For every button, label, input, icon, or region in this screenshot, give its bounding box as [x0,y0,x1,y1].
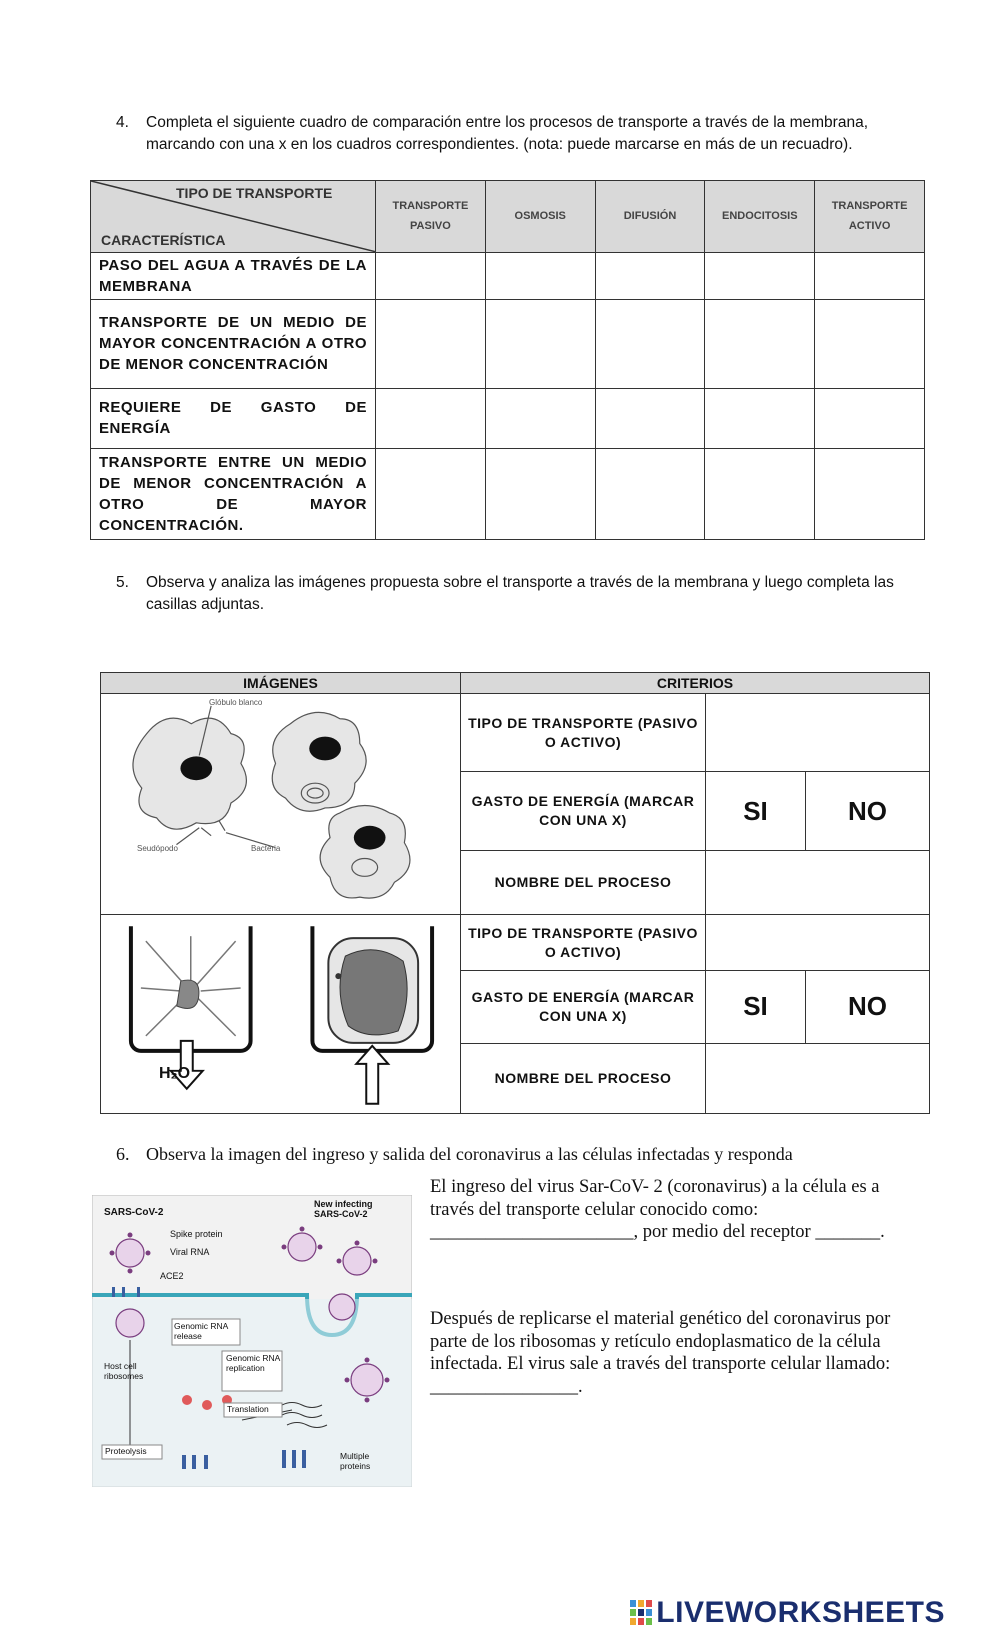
answer-cell[interactable] [705,299,815,388]
fig-proteolysis: Proteolysis [105,1446,147,1456]
fig-genomic-replication: Genomic RNA replication [226,1353,280,1373]
answer-cell[interactable] [815,252,925,299]
criteria-header: CRITERIOS [461,673,930,694]
column-header: OSMOSIS [485,181,595,253]
question-number: 5. [116,574,129,591]
row-label: REQUIERE DE GASTO DE ENERGÍA [91,388,376,449]
coronavirus-figure [92,1195,412,1487]
answer-cell[interactable] [376,299,486,388]
criterion-label: TIPO DE TRANSPORTE (PASIVO O ACTIVO) [461,915,706,971]
coronavirus-exit-question: Después de replicarse el material genético del coronavirus por parte de los ribosomas y retículo endoplasmatico de la célula infectada. El virus sale a través del transporte celular llamado: ________________. [430,1309,891,1397]
criterion-label: GASTO DE ENERGÍA (MARCAR CON UNA X) [461,772,706,850]
logo-icon [630,1600,652,1626]
answer-cell[interactable] [595,449,705,540]
answer-cell[interactable] [706,915,930,971]
row-label: PASO DEL AGUA A TRAVÉS DE LA MEMBRANA [91,252,376,299]
fig-new-infecting: New infecting SARS-CoV-2 [314,1199,373,1219]
answer-cell[interactable] [815,299,925,388]
column-header: TRANSPORTE ACTIVO [815,181,925,253]
images-header: IMÁGENES [101,673,461,694]
no-option[interactable]: NO [806,971,930,1043]
answer-cell[interactable] [706,850,930,914]
question-number: 6. [116,1144,130,1164]
bacteria-label: Bacteria [251,844,281,854]
fig-multiple-proteins: Multiple proteins [340,1451,371,1471]
answer-cell[interactable] [705,252,815,299]
answer-cell[interactable] [705,449,815,540]
fig-genomic-release: Genomic RNA release [174,1321,228,1341]
row-label: TRANSPORTE ENTRE UN MEDIO DE MENOR CONCENTRACIÓN A OTRO DE MAYOR CONCENTRACIÓN. [91,449,376,540]
fig-translation: Translation [227,1404,269,1414]
answer-cell[interactable] [595,299,705,388]
answer-cell[interactable] [815,449,925,540]
question-number: 4. [116,114,129,131]
answer-cell[interactable] [376,388,486,449]
answer-cell[interactable] [376,449,486,540]
answer-cell[interactable] [485,449,595,540]
table-corner-cell [91,181,376,253]
answer-cell[interactable] [705,388,815,449]
column-header: DIFUSIÓN [595,181,705,253]
question-text: Completa el siguiente cuadro de comparación entre los procesos de transporte a través de la membrana, marcando con una x en los cuadros correspondientes. (nota: puede marcarse en más de un recuadro). [146,114,869,153]
white-blood-cell-illustration [101,694,460,914]
brand-name: LIVEWORKSHEETS [656,1596,945,1629]
answer-cell[interactable] [485,252,595,299]
answer-cell[interactable] [595,252,705,299]
water-label: H₂O [159,1065,191,1083]
question-5 [116,572,906,616]
yes-option[interactable]: SI [706,971,806,1043]
phagocytosis-image [101,694,461,915]
liveworksheets-logo [630,1596,945,1630]
plant-cells-illustration [101,915,460,1113]
fig-viral-rna: Viral RNA [170,1247,210,1257]
answer-cell[interactable] [376,252,486,299]
pseudopod-label: Seudópodo [137,844,178,854]
coronavirus-cycle-illustration [92,1195,412,1487]
question-text: Observa la imagen del ingreso y salida del coronavirus a las células infectadas y responda [146,1144,793,1164]
no-option[interactable]: NO [806,772,930,850]
criterion-label: NOMBRE DEL PROCESO [461,1043,706,1113]
coronavirus-entry-question: El ingreso del virus Sar-CoV- 2 (coronavirus) a la célula es a través del transporte celular conocido como: ______________________, por medio del receptor _______. [430,1177,885,1242]
fig-ace2: ACE2 [160,1271,184,1281]
question-4 [116,112,906,156]
answer-cell[interactable] [706,694,930,772]
column-header: TRANSPORTE PASIVO [376,181,486,253]
osmosis-image [101,915,461,1114]
fig-host-ribosomes: Host cell ribosomes [104,1361,144,1381]
yes-option[interactable]: SI [706,772,806,850]
column-header: ENDOCITOSIS [705,181,815,253]
answer-cell[interactable] [595,388,705,449]
corner-top-label: TIPO DE TRANSPORTE [176,185,333,201]
cell-label: Glóbulo blanco [209,698,263,708]
comparison-table [90,180,925,540]
question-6 [116,1143,906,1165]
criterion-label: GASTO DE ENERGÍA (MARCAR CON UNA X) [461,971,706,1043]
criterion-label: TIPO DE TRANSPORTE (PASIVO O ACTIVO) [461,694,706,772]
corner-bottom-label: CARACTERÍSTICA [101,231,226,248]
row-label: TRANSPORTE DE UN MEDIO DE MAYOR CONCENTRACIÓN A OTRO DE MENOR CONCENTRACIÓN [91,299,376,388]
membrane-transport-table [100,672,930,1114]
fig-title: SARS-CoV-2 [104,1207,164,1218]
answer-cell[interactable] [485,299,595,388]
criterion-label: NOMBRE DEL PROCESO [461,850,706,914]
fig-spike: Spike protein [170,1229,223,1239]
answer-cell[interactable] [485,388,595,449]
answer-cell[interactable] [706,1043,930,1113]
answer-cell[interactable] [815,388,925,449]
question-text: Observa y analiza las imágenes propuesta sobre el transporte a través de la membrana y luego completa las casillas adjuntas. [146,574,894,613]
